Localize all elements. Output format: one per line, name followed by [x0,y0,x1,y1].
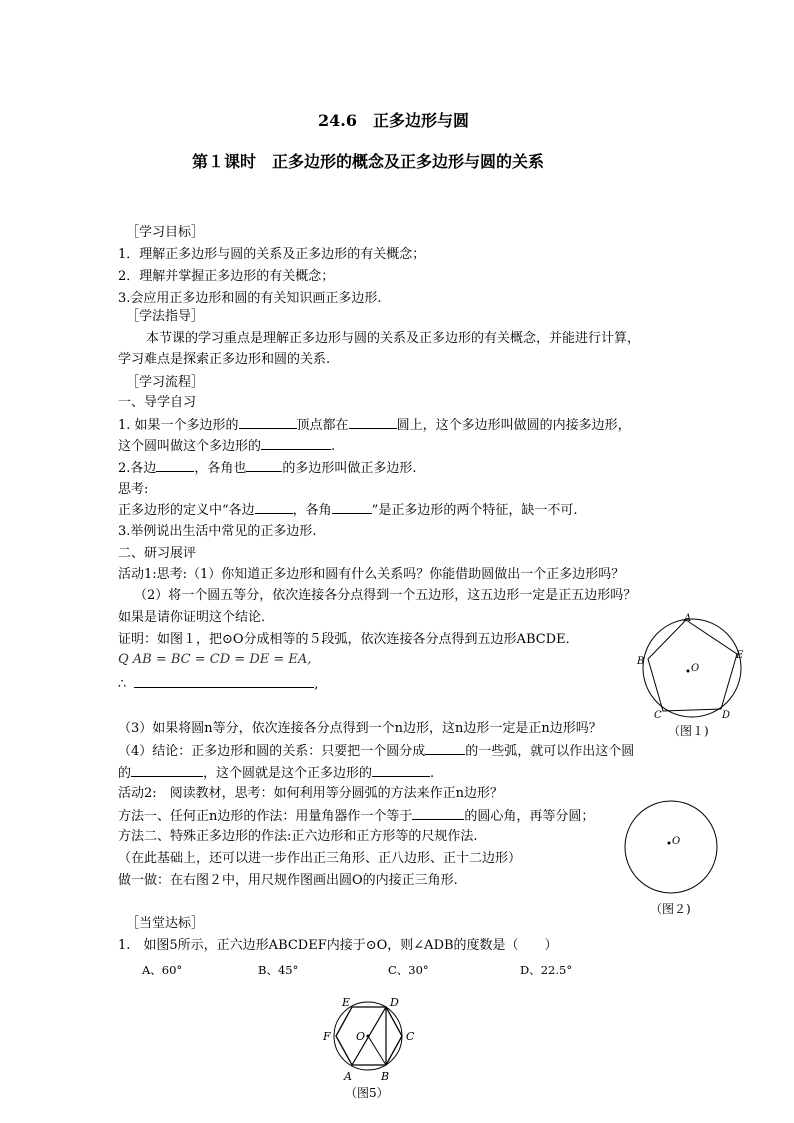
option-a: A、60° [142,963,183,977]
guide-header: ［学法指导］ [126,309,205,324]
svg-text:A: A [344,1070,352,1083]
svg-text:D: D [722,710,731,721]
goal-item: 2．理解并掌握正多边形的有关概念； [118,269,335,284]
practice-question-1: 1. 如图5所示，正六边形ABCDEF内接于⊙O，则∠ADB的度数是（ ） [118,938,558,953]
figure-1-pentagon-diagram [636,612,748,722]
activity-1: 活动1:思考:（1）你知道正多边形和圆有什么关系吗？你能借助圆做出一个正多边形吗？ [118,567,625,582]
figure-5-caption: （图5） [345,1086,389,1100]
question-2: 2.各边 ，各角也 的多边形叫做正多边形. [118,461,417,476]
figure-5-hexagon-diagram [318,994,418,1084]
svg-text:O: O [672,836,681,847]
svg-text:F: F [323,1030,331,1043]
svg-text:E: E [342,996,351,1009]
svg-text:O: O [356,1030,366,1043]
question-3b: （3）如果将圆n等分，依次连接各分点得到一个n边形，这n边形一定是正n边形吗？ [118,721,602,736]
svg-text:E: E [736,650,744,661]
figure-2-caption: （图２) [650,902,691,916]
flow-header: ［学习流程］ [126,375,205,390]
arcs-equal: Q AB = BC = CD = DE = EA, [118,652,312,667]
part1-header: 一、导学自习 [118,395,197,410]
page-title: 24.6 正多边形与圆 [318,111,469,130]
proof-line: 证明：如图１，把⊙O分成相等的５段弧，依次连接各分点得到五边形ABCDE． [118,632,579,647]
goal-item: 3.会应用正多边形和圆的有关知识画正多边形. [118,291,382,306]
svg-text:C: C [406,1030,415,1043]
figure-1-caption: （图１) [668,724,709,738]
think-label: 思考: [118,482,149,497]
svg-text:C: C [654,710,662,721]
method-1: 方法一、任何正n边形的作法：用量角器作一个等于 的圆心角，再等分圆； [118,809,595,824]
method-2: 方法二、特殊正多边形的作法:正六边形和正方形等的尺规作法. [118,829,478,844]
question-1-cont: 这个圆叫做这个多边形的 . [118,439,336,454]
figure-2-circle-diagram [622,798,720,896]
goal-item: 1．理解正多边形与圆的关系及正多边形的有关概念； [118,247,426,262]
definition-line: 正多边形的定义中“各边 ，各角 ”是正多边形的两个特征，缺一不可. [118,503,578,518]
svg-text:O: O [691,663,700,674]
svg-text:B: B [381,1070,390,1083]
svg-text:B: B [637,656,645,667]
question-1: 1. 如果一个多边形的 顶点都在 圆上，这个多边形叫做圆的内接多边形， [118,418,631,433]
question-4: （4）结论：正多边形和圆的关系：只要把一个圆分成 的一些弧，就可以作出这个圆 [118,744,635,759]
question-3: 3.举例说出生活中常见的正多边形. [118,524,317,539]
guide-text: 本节课的学习重点是理解正多边形与圆的关系及正多边形的有关概念，并能进行计算， [146,331,641,346]
svg-text:A: A [684,613,692,624]
option-b: B、45° [258,963,299,977]
practice-header: ［当堂达标］ [126,916,205,931]
page-subtitle: 第１课时 正多边形的概念及正多边形与圆的关系 [192,152,545,171]
option-d: D、22.5° [520,963,573,977]
question-4-cont: 的 ，这个圆就是这个正多边形的 . [118,766,435,781]
guide-text: 学习难点是探索正多边形和圆的关系. [118,352,331,367]
therefore-line: ∴ , [118,677,319,692]
note-line: （在此基础上，还可以进一步作出正三角形、正八边形、正十二边形） [118,851,522,866]
activity-1-q2: （2）将一个圆五等分，依次连接各分点得到一个五边形，这五边形一定是正五边形吗？ [134,588,637,603]
prove-question: 如果是请你证明这个结论． [118,610,275,625]
goals-header: ［学习目标］ [126,225,205,240]
option-c: C、30° [388,963,429,977]
svg-text:D: D [390,996,399,1009]
do-it-line: 做一做：在右图２中，用尺规作图画出圆O的内接正三角形. [118,873,458,888]
part2-header: 二、研习展评 [118,546,197,561]
activity-2: 活动2: 阅读教材，思考：如何利用等分圆弧的方法来作正n边形？ [118,786,504,801]
